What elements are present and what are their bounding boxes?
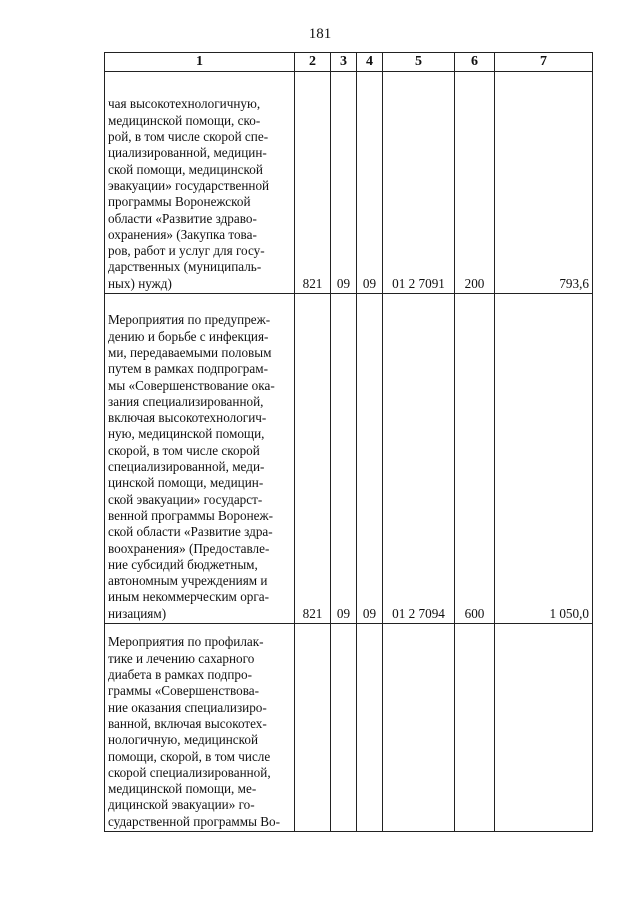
amount — [495, 624, 593, 832]
section-code: 09 — [331, 72, 357, 294]
description-line: тике и лечению сахарного — [108, 650, 255, 666]
description-line: рой, в том числе скорой спе- — [108, 129, 269, 145]
ministry-code: 821 — [295, 294, 331, 624]
description-line: дицинской эвакуации» го- — [108, 797, 255, 813]
description-line: помощи, скорой, в том числе — [108, 748, 271, 764]
description-line: венной программы Воронеж- — [108, 507, 274, 523]
description-line: сударственной программы Во- — [108, 813, 281, 829]
description-line: дению и борьбе с инфекция- — [108, 328, 269, 344]
amount: 793,6 — [495, 72, 593, 294]
description-line: ную, медицинской помощи, — [108, 426, 265, 442]
target-article-code: 01 2 7091 — [383, 72, 455, 294]
header-cell-7: 7 — [495, 53, 593, 72]
target-article-code — [383, 624, 455, 832]
description-line: цинской помощи, медицин- — [108, 475, 264, 491]
subsection-code: 09 — [357, 72, 383, 294]
header-cell-5: 5 — [383, 53, 455, 72]
expense-type-code — [455, 624, 495, 832]
header-cell-2: 2 — [295, 53, 331, 72]
description-line: ров, работ и услуг для госу- — [108, 243, 265, 259]
description-line: ных) нужд) — [108, 275, 172, 291]
subsection-code — [357, 624, 383, 832]
description-line: ской эвакуации» государст- — [108, 491, 263, 507]
description-line: диабета в рамках подпро- — [108, 667, 252, 683]
description-line: программы Воронежской — [108, 194, 251, 210]
description-line: ми, передаваемыми половым — [108, 344, 272, 360]
description-line: граммы «Совершенствова- — [108, 683, 259, 699]
row-description — [105, 72, 295, 294]
table-row — [105, 624, 593, 832]
description-line: ской помощи, медицинской — [108, 161, 263, 177]
header-cell-6: 6 — [455, 53, 495, 72]
description-line: ванной, включая высокотех- — [108, 715, 267, 731]
description-line: медицинской помощи, ско- — [108, 112, 261, 128]
description-line: иным некоммерческим орга- — [108, 589, 270, 605]
page-number: 181 — [308, 26, 332, 42]
budget-table — [104, 52, 593, 832]
row-description — [105, 294, 295, 624]
subsection-code: 09 — [357, 294, 383, 624]
description-line: дарственных (муниципаль- — [108, 259, 262, 275]
section-code: 09 — [331, 294, 357, 624]
expense-type-code: 200 — [455, 72, 495, 294]
header-cell-3: 3 — [331, 53, 357, 72]
target-article-code: 01 2 7094 — [383, 294, 455, 624]
table-row — [105, 294, 593, 624]
header-cell-4: 4 — [357, 53, 383, 72]
description-line: ние оказания специализиро- — [108, 699, 267, 715]
description-line: воохранения» (Предоставле- — [108, 540, 270, 556]
description-line: скорой специализированной, — [108, 764, 271, 780]
ministry-code: 821 — [295, 72, 331, 294]
header-row — [105, 53, 593, 72]
description-line: циализированной, медицин- — [108, 145, 267, 161]
description-line: мы «Совершенствование ока- — [108, 377, 275, 393]
description-line: ние субсидий бюджетным, — [108, 556, 258, 572]
amount: 1 050,0 — [495, 294, 593, 624]
expense-type-code: 600 — [455, 294, 495, 624]
description-line: зания специализированной, — [108, 393, 264, 409]
description-line: путем в рамках подпрограм- — [108, 361, 268, 377]
description-line: включая высокотехнологич- — [108, 410, 267, 426]
header-cell-1: 1 — [105, 53, 295, 72]
description-line: эвакуации» государственной — [108, 177, 270, 193]
description-line: автономным учреждениям и — [108, 573, 268, 589]
description-line: скорой, в том числе скорой — [108, 442, 260, 458]
row-description — [105, 624, 295, 832]
description-line: нологичную, медицинской — [108, 732, 259, 748]
description-line: специализированной, меди- — [108, 459, 265, 475]
ministry-code — [295, 624, 331, 832]
description-line: охранения» (Закупка това- — [108, 226, 257, 242]
description-line: области «Развитие здраво- — [108, 210, 257, 226]
section-code — [331, 624, 357, 832]
description-line: чая высокотехнологичную, — [108, 96, 261, 112]
description-line: ской области «Развитие здра- — [108, 524, 273, 540]
description-line: Мероприятия по профилак- — [108, 634, 264, 650]
description-line: низациям) — [108, 605, 167, 621]
table-row — [105, 72, 593, 294]
description-line: Мероприятия по предупреж- — [108, 312, 271, 328]
description-line: медицинской помощи, ме- — [108, 781, 257, 797]
